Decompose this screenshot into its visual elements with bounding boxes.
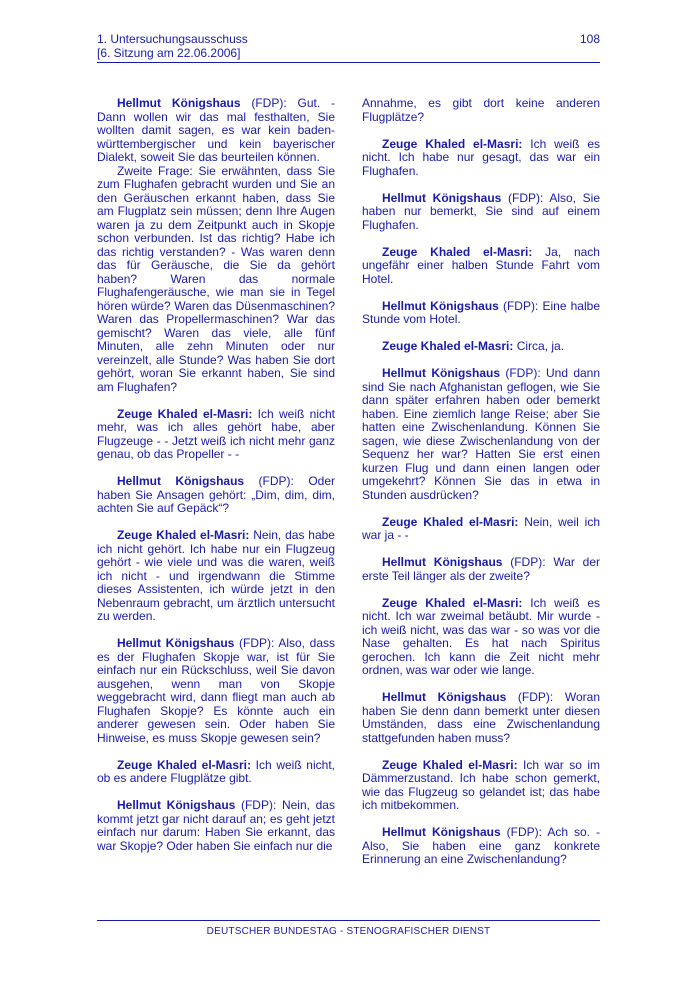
speaker-party: (FDP): — [240, 798, 277, 812]
speech-text: Also, Sie haben nur bemerkt, Sie sind auf einem Flughafen. — [362, 190, 601, 232]
speech-text: War der erste Teil länger als der zweite? — [362, 555, 601, 583]
page-header — [97, 32, 600, 60]
speaker-party: (FDP): — [251, 96, 287, 110]
transcript-paragraph — [362, 246, 600, 287]
transcript-paragraph — [362, 367, 600, 502]
speaker-party: (FDP): — [239, 636, 275, 650]
speaker-party: (FDP): — [502, 298, 539, 313]
transcript-paragraph — [362, 759, 600, 813]
speech-text: Ich war so im Dämmerzustand. Ich habe schon gemerkt, wie das Flugzeug so gelandet ist; das habe ich mitbekommen. — [362, 757, 600, 812]
speaker-party: (FDP): — [258, 474, 294, 488]
footer-text: DEUTSCHER BUNDESTAG - STENOGRAFISCHER DIENST — [206, 926, 491, 937]
speaker-name: Hellmut Königshaus — [382, 825, 501, 839]
footer-rule — [97, 920, 600, 921]
transcript-paragraph — [97, 637, 335, 745]
speaker-name: Hellmut Königshaus — [117, 636, 235, 650]
speech-text: Eine halbe Stunde vom Hotel. — [362, 298, 600, 326]
speech-text: Ja, nach ungefähr einer halben Stunde Fahrt vom Hotel. — [362, 244, 600, 286]
speaker-name: Hellmut Königshaus — [382, 298, 499, 313]
speaker-name: Hellmut Königshaus — [382, 190, 502, 205]
left-column — [97, 97, 335, 867]
speaker-party: (FDP): — [505, 366, 541, 380]
transcript-paragraph — [362, 192, 600, 233]
speaker-name: Hellmut Königshaus — [117, 798, 236, 812]
speaker-party: (FDP): — [510, 555, 546, 569]
speech-text: Nein, weil ich war ja - - — [362, 514, 600, 542]
speaker-name: Hellmut Königshaus — [117, 474, 245, 488]
speaker-party: (FDP): — [517, 690, 554, 704]
transcript-paragraph — [97, 475, 335, 516]
speech-text: Ach so. - Also, Sie haben eine ganz konkrete Erinnerung an eine Zwischenlandung? — [362, 825, 600, 866]
transcript-paragraph — [362, 97, 600, 124]
transcript-paragraph — [97, 165, 335, 395]
speech-text: Annahme, es gibt dort keine anderen Flugplätze? — [362, 96, 600, 124]
speaker-name: Hellmut Königshaus — [382, 366, 500, 380]
speech-text: Zweite Frage: Sie erwähnten, dass Sie zum Flughafen gebracht wurden und Sie an den Geräuschen erkannt haben, dass Sie am Flugplatz sein müssen; denn Ihre Augen waren ja zu dem Zeitpunkt auch in Skopje schon verbunden. Ist das richtig? Habe ich das richtig verstanden? - Was waren denn das für Geräusche, die Sie da gehört haben? Waren das normale Flughafengeräusche, wie man sie in Tegel hören würde? Waren das Düsenmaschinen? Waren das Propellermaschinen? War das gemischt? Waren das viele, alle fünf Minuten, alle zehn Minuten oder nur vereinzelt, alle Stunde? Was haben Sie dort gehört, woran Sie erkannt haben, Sie sind am Flughafen? — [97, 163, 335, 394]
transcript-paragraph — [97, 799, 335, 853]
right-column — [362, 97, 600, 880]
speaker-name: Zeuge Khaled el-Masri: — [117, 528, 250, 542]
committee-title: 1. Untersuchungsausschuss — [97, 32, 248, 46]
speaker-name: Zeuge Khaled el-Masri: — [117, 406, 253, 421]
transcript-paragraph — [362, 340, 600, 354]
transcript-paragraph — [362, 556, 600, 583]
speech-text: Und dann sind Sie nach Afghanistan geflogen, wie Sie dann später erfahren haben oder bemerkt haben. Eine ziemlich lange Reise; aber Sie hatten eine Zwischenlandung. Können Sie sagen, wie diese Zwischenlandung von der Sequenz her war? Hatten Sie erst einen kurzen Flug und dann einen langen oder umgekehrt? Können Sie das in etwa in Stunden ausdrücken? — [362, 366, 601, 502]
transcript-paragraph — [362, 300, 600, 327]
transcript-paragraph — [97, 408, 335, 462]
speech-text: Woran haben Sie denn dann bemerkt unter diesen Umständen, dass eine Zwischenlandung stattgefunden haben muss? — [362, 690, 601, 745]
speaker-name: Hellmut Königshaus — [117, 96, 241, 110]
transcript-paragraph — [362, 138, 600, 179]
transcript-paragraph — [362, 597, 600, 678]
speech-text: Ich weiß es nicht. Ich habe nur gesagt, das war ein Flughafen. — [362, 136, 600, 178]
speech-text: Also, dass es der Flughafen Skopje war, ist für Sie einfach nur ein Rückschluss, weil Sie davon ausgehen, wenn man von Skopje weggebracht wird, dann fliegt man auch ab Flughafen Skopje? Es könnte auch ein anderer gewesen sein. Oder haben Sie Hinweise, es muss Skopje gewesen sein? — [97, 636, 336, 745]
speaker-name: Zeuge Khaled el-Masri: — [117, 757, 251, 772]
speech-text: Ich weiß es nicht. Ich war zweimal betäubt. Mir wurde - ich weiß nicht, was das war - so was vor die Nase gehalten. Es hat nach Spiritus gerochen. Ich kann die Zeit nicht mehr ordnen, was war oder wie lange. — [362, 595, 600, 677]
header-rule — [97, 62, 600, 63]
speaker-name: Hellmut Königshaus — [382, 690, 507, 704]
page-footer — [97, 926, 600, 937]
speech-text: Gut. - Dann wollen wir das mal festhalten, Sie wollten damit sagen, es war kein baden-württembergischer und kein bayerischer Dialekt, soweit Sie das beurteilen können. — [97, 96, 335, 164]
transcript-paragraph — [362, 826, 600, 867]
speaker-party: (FDP): — [506, 825, 542, 839]
session-date: [6. Sitzung am 22.06.2006] — [97, 46, 241, 60]
speaker-name: Zeuge Khaled el-Masri: — [382, 514, 519, 529]
transcript-paragraph — [97, 759, 335, 786]
speaker-name: Zeuge Khaled el-Masri: — [382, 136, 523, 151]
speaker-party: (FDP): — [508, 190, 544, 205]
page-number: 108 — [579, 32, 600, 46]
transcript-paragraph — [97, 529, 335, 624]
transcript-paragraph — [97, 97, 335, 165]
transcript-paragraph — [362, 691, 600, 745]
speech-text: Circa, ja. — [516, 339, 565, 353]
speaker-name: Zeuge Khaled el-Masri: — [382, 757, 518, 772]
speech-text: Nein, das habe ich nicht gehört. Ich habe nur ein Flugzeug gehört - wie viele und was die waren, weiß ich nicht - und irgendwann die Stimme dieses Assistenten, ich würde jetzt in den Nebenraum gebracht, um ärztlich untersucht zu werden. — [97, 528, 335, 623]
speaker-name: Zeuge Khaled el-Masri: — [382, 339, 514, 353]
speaker-name: Hellmut Königshaus — [382, 555, 503, 569]
speech-text: Oder haben Sie Ansagen gehört: „Dim, dim, dim, achten Sie auf Gepäck“? — [97, 474, 335, 515]
speech-text: Ich weiß nicht, ob es andere Flugplätze gibt. — [97, 757, 335, 785]
speaker-name: Zeuge Khaled el-Masri: — [382, 595, 523, 610]
speech-text: Ich weiß nicht mehr, was ich alles gehört habe, aber Flugzeuge - - Jetzt weiß ich nicht mehr ganz genau, ob das Propeller - - — [97, 406, 335, 461]
transcript-paragraph — [362, 516, 600, 543]
speaker-name: Zeuge Khaled el-Masri: — [382, 244, 533, 259]
speech-text: Nein, das kommt jetzt gar nicht darauf an; es geht jetzt einfach nur darum: Haben Sie erkannt, das war Skopje? Oder haben Sie einfach nur die — [97, 798, 335, 853]
